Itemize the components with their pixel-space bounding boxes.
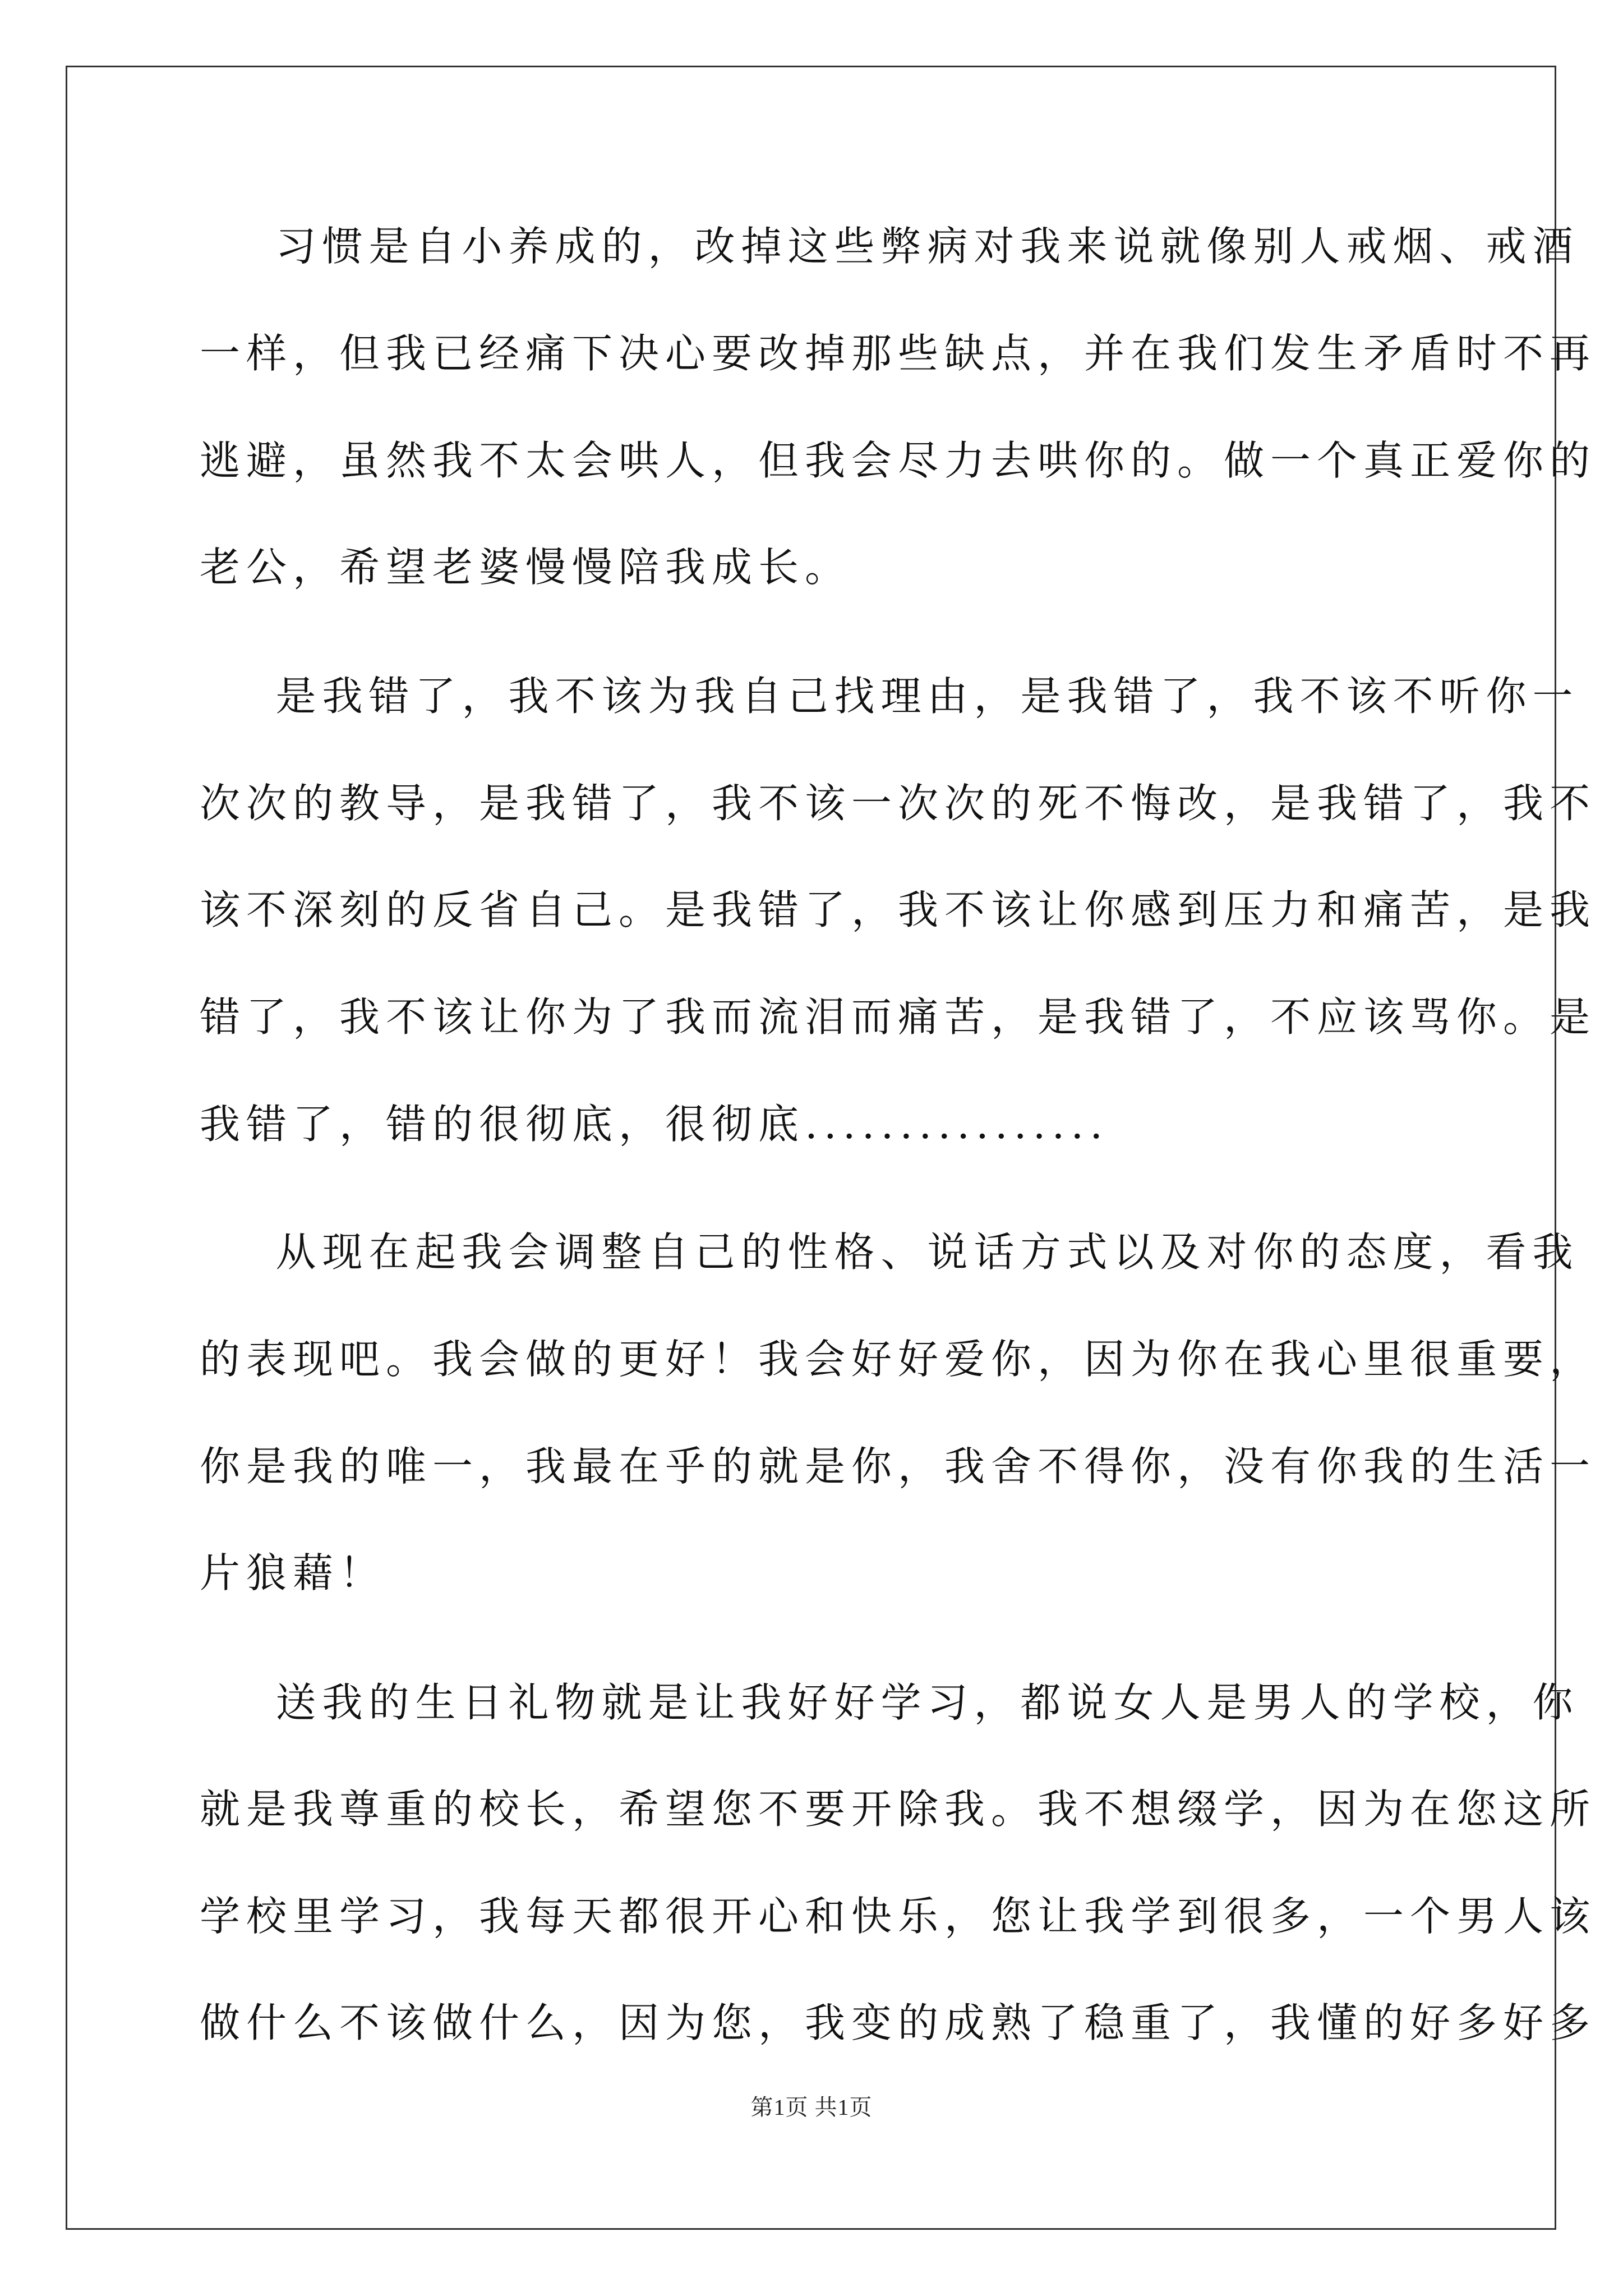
page-footer: 第1页 共1页 [750, 2095, 873, 2120]
text-line: 从现在起我会调整自己的性格、说话方式以及对你的态度，看我 [200, 1228, 1579, 1276]
text-line: 次次的教导，是我错了，我不该一次次的死不悔改，是我错了，我不 [200, 780, 1597, 827]
text-line: 习惯是自小养成的，改掉这些弊病对我来说就像别人戒烟、戒酒 [200, 223, 1579, 270]
text-line: 我错了，错的很彻底，很彻底................ [200, 1101, 1109, 1148]
text-line: 送我的生日礼物就是让我好好学习，都说女人是男人的学校，你 [200, 1679, 1579, 1726]
text-line: 学校里学习，我每天都很开心和快乐，您让我学到很多，一个男人该 [200, 1893, 1597, 1940]
text-line: 的表现吧。我会做的更好！我会好好爱你，因为你在我心里很重要， [200, 1336, 1597, 1383]
text-line: 你是我的唯一，我最在乎的就是你，我舍不得你，没有你我的生活一 [200, 1443, 1597, 1490]
text-line: 老公，希望老婆慢慢陪我成长。 [200, 544, 852, 591]
text-line: 片狼藉！ [200, 1549, 386, 1596]
text-line: 一样，但我已经痛下决心要改掉那些缺点，并在我们发生矛盾时不再 [200, 330, 1597, 377]
text-line: 错了，我不该让你为了我而流泪而痛苦，是我错了，不应该骂你。是 [200, 993, 1597, 1041]
text-line: 逃避，虽然我不太会哄人，但我会尽力去哄你的。做一个真正爱你的 [200, 437, 1597, 484]
text-line: 做什么不该做什么，因为您，我变的成熟了稳重了，我懂的好多好多 [200, 1999, 1597, 2046]
text-line: 是我错了，我不该为我自己找理由，是我错了，我不该不听你一 [200, 673, 1579, 720]
text-line: 该不深刻的反省自己。是我错了，我不该让你感到压力和痛苦，是我 [200, 886, 1597, 933]
text-line: 就是我尊重的校长，希望您不要开除我。我不想缀学，因为在您这所 [200, 1786, 1597, 1833]
